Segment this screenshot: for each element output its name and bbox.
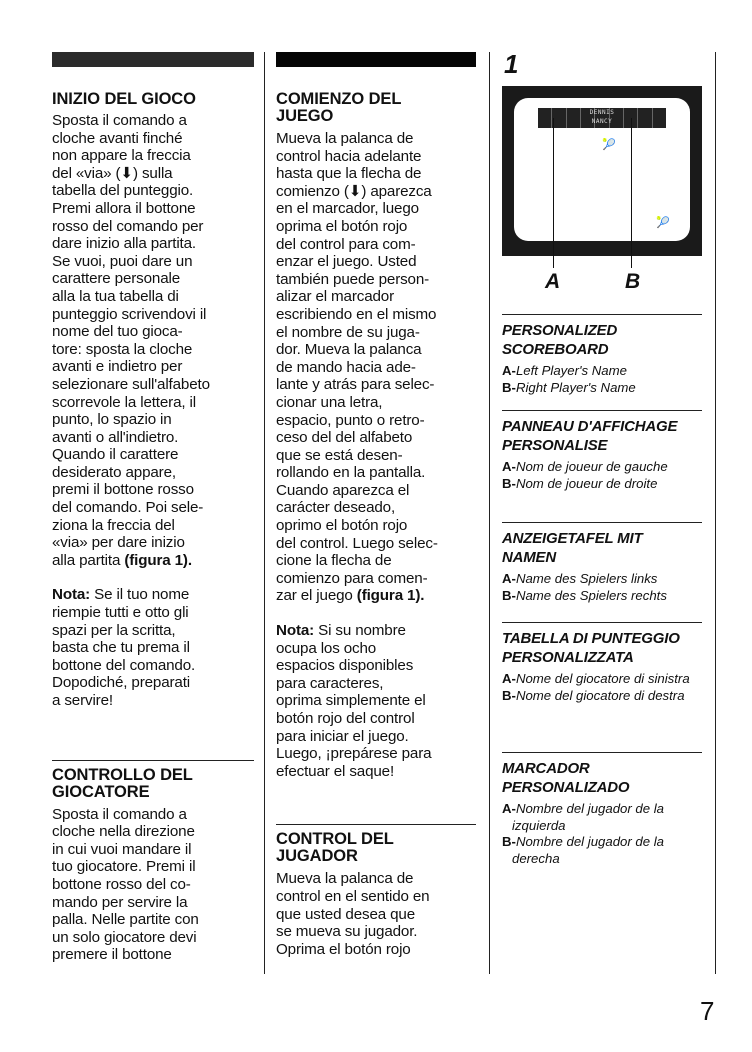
legend-item: B-Nombre del jugador de la derecha — [502, 834, 665, 866]
note-label: Nota: — [276, 622, 315, 640]
player-figure-icon: 🎾 — [656, 216, 670, 229]
note-label: Nota: — [52, 586, 91, 604]
scoreboard-name-1: DENNIS — [589, 109, 615, 116]
legend-item: B-Nome del giocatore di destra — [502, 687, 685, 703]
note: Nota: Se il tuo nome riempie tutti e otto gli spazi per la scritta, basta che tu prema il bottone del comando. Dopodiché, preparati a servire! — [52, 586, 196, 709]
callout-label-a: A — [545, 270, 561, 293]
header-bar — [52, 52, 254, 67]
section-title: INIZIO DEL GIOCO — [52, 90, 196, 108]
legend-item: A-Left Player's Name — [502, 363, 627, 378]
section-body: Sposta il comando a cloche nella direzione in cui vuoi mandare il tuo giocatore. Premi il bottone rosso del co- mando per servire la palla. Nelle partite con un solo giocatore devi premere il bottone — [52, 805, 199, 964]
section-title: COMIENZO DEL JUEGO — [276, 90, 402, 125]
legend-title: ANZEIGETAFEL MIT NAMEN — [502, 530, 643, 566]
figure-number: 1 — [504, 49, 519, 79]
figure-reference: (figura 1). — [356, 587, 425, 605]
column-italian — [52, 52, 254, 964]
section-body: Sposta il comando a cloche avanti finché non appare la freccia del «via» (⬇) sulla tabella del punteggio. Premi allora il bottone rosso del comando per dare inizio alla partita. Se vuoi, puoi dare un carattere personale alla la tua tabella di punteggio scrivendovi il nome del tuo gioca- tore: sposta la cloche avanti e indietro per selezionare sull'alfabeto scorrevole la lettera, il punto, lo spazio in avanti o all'indietro. Quando il carattere desiderato appare, premi il bottone rosso del comando. Poi sele- ziona la freccia del «via» per dare inizio alla partita (figura 1). — [52, 112, 210, 569]
note: Nota: Si su nombre ocupa los ocho espacios disponibles para caracteres, oprima simplemente el botón rojo del control para iniciar el juego. Luego, ¡prepárese para efectuar el saque! — [276, 622, 432, 780]
section-title: CONTROLLO DEL GIOCATORE — [52, 765, 193, 801]
legend-french — [502, 410, 702, 492]
screen-display — [514, 98, 690, 241]
scoreboard-name-2: NANCY — [591, 118, 613, 125]
legend-item: B-Right Player's Name — [502, 379, 636, 395]
legend-item: A-Nombre del jugador de la izquierda — [502, 801, 665, 833]
legend-title: MARCADOR PERSONALIZADO — [502, 760, 630, 796]
legend-title: PANNEAU D'AFFICHAGE PERSONALISE — [502, 418, 678, 454]
section-body: Mueva la palanca de control en el sentido en que usted desea que se mueva su jugador. Oprima el botón rojo — [276, 870, 430, 958]
section-body: Mueva la palanca de control hacia adelante hasta que la flecha de comienzo (⬇) aparezca en el marcador, luego oprima el botón rojo del control para com- enzar el juego. Usted también puede person- alizar el marcador escribiendo en el mismo el nombre de su juga- dor. Mueva la palanca de mando hacia ade- lante y atrás para selec- cionar una letra, espacio, punto o retro- ceso del del alfabeto que se está desen- rollando en la pantalla. Cuando aparezca el carácter deseado, oprimo el botón rojo del control. Luego selec- cione la flecha de comienzo para comen- zar el juego (figura 1). — [276, 130, 438, 605]
legend-item: A-Nome del giocatore di sinistra — [502, 671, 690, 686]
column-divider-1 — [264, 52, 265, 974]
scoreboard — [538, 108, 666, 128]
legend-item: B-Name des Spielers rechts — [502, 587, 667, 603]
callout-label-b: B — [625, 270, 641, 293]
legend-title: PERSONALIZED SCOREBOARD — [502, 322, 618, 358]
header-bar — [276, 52, 476, 67]
legend-title: TABELLA DI PUNTEGGIO PERSONALIZZATA — [502, 630, 680, 666]
figure-tv-screen — [502, 86, 702, 256]
column-divider-2 — [489, 52, 490, 974]
column-spanish — [276, 52, 476, 958]
legend-item: A-Name des Spielers links — [502, 571, 658, 586]
legend-english — [502, 314, 702, 396]
player-figure-icon: 🎾 — [602, 138, 616, 151]
legend-spanish — [502, 752, 702, 867]
legend-italian — [502, 622, 702, 704]
page-number: 7 — [700, 996, 715, 1026]
callout-line-a — [553, 118, 554, 268]
figure-reference: (figura 1). — [124, 551, 192, 569]
legend-item: B-Nom de joueur de droite — [502, 475, 658, 491]
legend-german — [502, 522, 702, 604]
legend-item: A-Nom de joueur de gauche — [502, 459, 668, 474]
callout-line-b — [631, 118, 632, 268]
column-divider-3 — [715, 52, 716, 974]
section-title: CONTROL DEL JUGADOR — [276, 830, 394, 866]
